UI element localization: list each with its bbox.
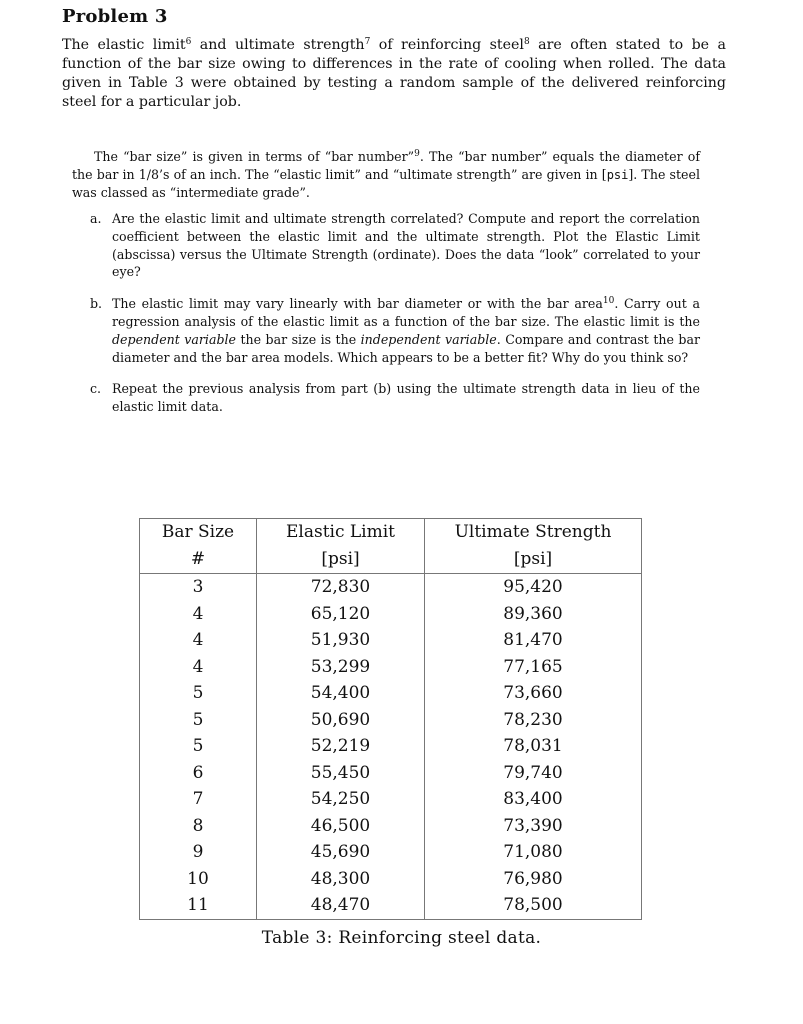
table-row: [140, 654, 642, 681]
cell-bar-size: 8: [192, 815, 204, 836]
cell-ultimate-strength: 78,230: [425, 707, 642, 734]
cell-bar-size: 3: [192, 577, 204, 598]
question-b: [90, 295, 700, 366]
cell-bar-size: 4: [192, 603, 204, 624]
cell-elastic-limit: 53,299: [257, 654, 425, 681]
unit-bar-size: #: [140, 545, 257, 574]
cell-elastic-limit: 46,500: [257, 813, 425, 840]
table-row: [140, 866, 642, 893]
cell-bar-size: 4: [192, 630, 204, 651]
table-caption: Table 3: Reinforcing steel data.: [261, 928, 542, 948]
steel-data-table: [139, 518, 642, 920]
table-row: [140, 839, 642, 866]
table-row: [140, 680, 642, 707]
cell-elastic-limit: 51,930: [257, 627, 425, 654]
question-text: The elastic limit may vary linearly with bar diameter or with the bar area$^{10}$. Carry out a regression analysis of the elastic limit as a function of the bar size. The elastic limit is the dependent variable the bar size is the independent variable. Compare and contrast the bar diameter and the bar area models. Which appears to be a better fit? Why do you think so?: [112, 296, 701, 365]
cell-ultimate-strength: 81,470: [425, 627, 642, 654]
bar-size-paragraph: The “bar size” is given in terms of “bar number”$^9$. The “bar number” equals the diameter of the bar in 1/8’s of an inch. The “elastic limit” and “ultimate strength” are given in [psi]. The steel was classed as “intermediate grade”.: [72, 149, 700, 200]
header-ultimate-strength: Ultimate Strength: [425, 519, 642, 546]
cell-elastic-limit: 54,250: [257, 786, 425, 813]
cell-ultimate-strength: 77,165: [425, 654, 642, 681]
cell-elastic-limit: 54,400: [257, 680, 425, 707]
unit-psi: psi: [606, 167, 629, 182]
footnote-ref: 8: [523, 37, 530, 47]
cell-ultimate-strength: 73,660: [425, 680, 642, 707]
cell-bar-size: 5: [192, 736, 204, 757]
table-row: [140, 733, 642, 760]
question-label: b.: [90, 296, 103, 312]
cell-bar-size: 5: [192, 709, 204, 730]
question-a: [90, 210, 700, 281]
cell-ultimate-strength: 79,740: [425, 760, 642, 787]
question-label: a.: [90, 211, 102, 226]
cell-bar-size: 10: [187, 868, 209, 889]
cell-bar-size: 11: [187, 895, 209, 916]
cell-ultimate-strength: 73,390: [425, 813, 642, 840]
header-bar-size: Bar Size: [161, 522, 235, 542]
cell-ultimate-strength: 78,031: [425, 733, 642, 760]
footnote-ref: 6: [185, 37, 192, 47]
table-row: [140, 574, 642, 601]
footnote-ref: 10: [602, 296, 615, 307]
cell-bar-size: 9: [192, 842, 204, 863]
cell-bar-size: 4: [192, 656, 204, 677]
cell-ultimate-strength: 78,500: [425, 892, 642, 919]
cell-elastic-limit: 45,690: [257, 839, 425, 866]
table-row: [140, 601, 642, 628]
cell-elastic-limit: 72,830: [257, 574, 425, 601]
footnote-ref: 7: [364, 37, 371, 47]
header-elastic-limit: Elastic Limit: [257, 519, 425, 546]
unit-ultimate-strength: [psi]: [425, 545, 642, 574]
cell-elastic-limit: 48,300: [257, 866, 425, 893]
question-label: c.: [90, 381, 102, 397]
cell-bar-size: 6: [192, 762, 204, 783]
table-row: [140, 786, 642, 813]
question-text: Repeat the previous analysis from part (b) using the ultimate strength data in lieu of the elastic limit data.: [112, 381, 700, 415]
cell-bar-size: 7: [192, 789, 204, 810]
table-row: [140, 813, 642, 840]
cell-elastic-limit: 55,450: [257, 760, 425, 787]
cell-ultimate-strength: 89,360: [425, 601, 642, 628]
question-text: Are the elastic limit and ultimate strength correlated? Compute and report the correlation coefficient between the elastic limit and the ultimate strength. Plot the Elastic Limit (abscissa) versus the Ultimate Strength (ordinate). Does the data “look” correlated to your eye?: [112, 211, 700, 280]
cell-elastic-limit: 50,690: [257, 707, 425, 734]
cell-ultimate-strength: 71,080: [425, 839, 642, 866]
cell-bar-size: 5: [192, 683, 204, 704]
cell-elastic-limit: 65,120: [257, 601, 425, 628]
cell-ultimate-strength: 76,980: [425, 866, 642, 893]
cell-elastic-limit: 52,219: [257, 733, 425, 760]
cell-ultimate-strength: 83,400: [425, 786, 642, 813]
footnote-ref: 9: [414, 149, 420, 159]
question-c: [90, 380, 700, 416]
table-row: [140, 892, 642, 919]
question-list: [90, 210, 700, 430]
table-row: [140, 627, 642, 654]
unit-elastic-limit: [psi]: [257, 545, 425, 574]
problem-title: Problem 3: [62, 6, 168, 27]
intro-paragraph: The elastic limit$^6$ and ultimate strength$^7$ of reinforcing steel$^8$ are often stated to be a function of the bar size owing to differences in the rate of cooling when rolled. The data given in Table 3 were obtained by testing a random sample of the delivered reinforcing steel for a particular job.: [62, 37, 727, 110]
cell-ultimate-strength: 95,420: [425, 574, 642, 601]
table-row: [140, 760, 642, 787]
cell-elastic-limit: 48,470: [257, 892, 425, 919]
table-row: [140, 707, 642, 734]
